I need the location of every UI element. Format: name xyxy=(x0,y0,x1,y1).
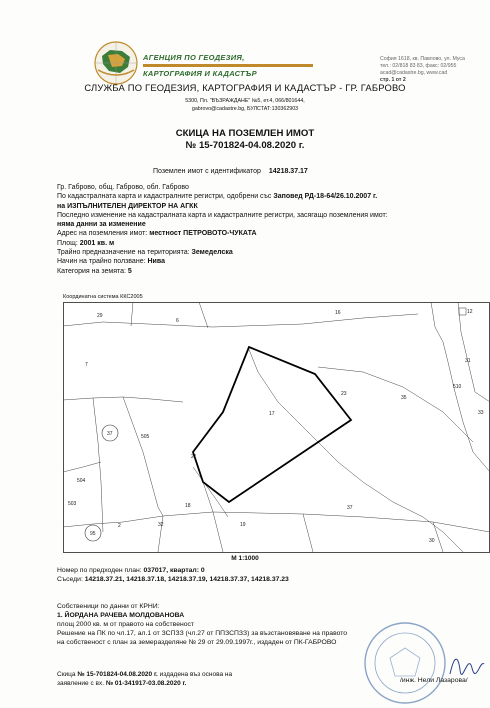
basis-order: Заповед РД-18-64/26.10.2007 г. xyxy=(273,193,378,201)
last-change-value: няма данни за изменение xyxy=(57,221,146,229)
map-label-21: 21 xyxy=(191,454,197,460)
category-row xyxy=(57,267,477,276)
map-label-6: 6 xyxy=(176,318,179,324)
identifier-label: Поземлен имот с идентификатор xyxy=(153,168,261,175)
footer-line1 xyxy=(57,670,357,679)
plan-value: 037017, квартал: 0 xyxy=(143,567,205,574)
plan-row xyxy=(57,566,289,575)
map-label-31: 31 xyxy=(465,358,471,364)
agency-name xyxy=(143,52,323,79)
map-label-17: 17 xyxy=(269,411,275,417)
category-label: Категория на земята: xyxy=(57,267,126,275)
map-scale: М 1:1000 xyxy=(231,555,259,562)
use-value: Нива xyxy=(147,258,165,266)
map-label-7: 7 xyxy=(85,362,88,368)
map-label-510: 510 xyxy=(453,384,462,390)
email-line: gabrovo@cadastre.bg, БУЛСТАТ:130362903 xyxy=(191,106,299,112)
map-label-95: 95 xyxy=(90,531,96,537)
map-label-37: 37 xyxy=(107,431,113,437)
map-label-23: 23 xyxy=(341,391,347,397)
address-label: Адрес на поземления имот: xyxy=(57,230,148,238)
map-label-12: 12 xyxy=(467,309,473,315)
last-change-label: Последно изменение на кадастралната карта и кадастралните регистри, засягащо поземления имот: xyxy=(57,211,388,219)
use-label: Начин на трайно ползване: xyxy=(57,258,146,266)
map-label-19: 19 xyxy=(240,522,246,528)
area-label: Площ: xyxy=(57,239,78,247)
basis-issuer: на ИЗПЪЛНИТЕЛЕН ДИРЕКТОР НА АГКК xyxy=(57,202,198,210)
identifier-value: 14218.37.17 xyxy=(268,168,308,175)
neighbors-value: 14218.37.21, 14218.37.18, 14218.37.19, 14218.37.37, 14218.37.23 xyxy=(84,576,289,583)
contact-line: тел.: 02/818 83 83, факс: 02/955 xyxy=(380,63,457,69)
area-value: 2001 кв. м xyxy=(79,239,115,247)
address-value: местност ПЕТРОВОТО-ЧУКАТА xyxy=(149,230,257,238)
area-row xyxy=(57,239,477,248)
title-line1: СКИЦА НА ПОЗЕМЛЕН ИМОТ xyxy=(175,128,315,139)
address-line: 5300, Пл. "ВЪЗРАЖДАНЕ" №5, ет.4, 066/801644, xyxy=(185,98,305,104)
map-label-37-south: 37 xyxy=(347,505,353,511)
map-label-505: 505 xyxy=(141,434,150,440)
owner-decision-line1: Решение на ПК по чл.17, ал.1 от ЗСПЗЗ (чл.27 от ППЗСПЗЗ) за възстановяване на правото xyxy=(57,630,348,637)
title-line2: № 15-701824-04.08.2020 г. xyxy=(185,140,305,151)
footer-line2 xyxy=(57,679,357,688)
map-label-16: 16 xyxy=(335,310,341,316)
map-frame xyxy=(64,303,490,553)
map-label-504: 504 xyxy=(77,478,86,484)
purpose-value: Земеделска xyxy=(191,249,233,257)
coordinate-system: Координатна система ККС2005 xyxy=(63,294,143,300)
footer-line2-prefix: заявление с вх. xyxy=(57,680,105,687)
map-label-35: 35 xyxy=(401,395,407,401)
map-label-503: 503 xyxy=(68,501,77,507)
property-info xyxy=(57,183,477,276)
contact-line: София 1618, кв. Павлово, ул. Муса xyxy=(380,56,465,62)
agency-name-line1: АГЕНЦИЯ ПО ГЕОДЕЗИЯ, xyxy=(143,53,245,62)
footer-line2-number: № 01-341917-03.08.2020 г. xyxy=(105,680,187,687)
purpose-row xyxy=(57,248,477,257)
service-address xyxy=(0,97,490,113)
service-title: СЛУЖБА ПО ГЕОДЕЗИЯ, КАРТОГРАФИЯ И КАДАСТЪР - ГР. ГАБРОВО xyxy=(84,82,406,93)
category-value: 5 xyxy=(127,267,132,275)
agency-logo xyxy=(92,40,140,86)
footer-line1-suffix: издадена въз основа на xyxy=(159,671,233,678)
map-label-30: 30 xyxy=(429,538,435,544)
basis-prefix: По кадастралната карта и кадастралните регистри, одобрени със xyxy=(57,193,272,201)
official-stamp xyxy=(360,618,450,708)
purpose-label: Трайно предназначение на територията: xyxy=(57,249,190,257)
owners-heading: Собственици по данни от КРНИ: xyxy=(57,603,160,610)
map-label-29: 29 xyxy=(97,313,103,319)
document-footer xyxy=(57,670,357,688)
page-indicator: стр. 1 от 2 xyxy=(380,77,406,83)
location: Гр. Габрово, общ. Габрово, обл. Габрово xyxy=(57,184,189,191)
address-row xyxy=(57,229,477,238)
identifier-row xyxy=(153,168,308,175)
neighbors-block xyxy=(57,566,289,584)
neighbors-label: Съседи: xyxy=(57,576,83,583)
document-title xyxy=(0,128,490,152)
agency-contact xyxy=(380,56,490,84)
owner-name: 1. ЙОРДАНА РАЧЕВА МОЛДОВАНОВА xyxy=(57,612,185,619)
owner-decision-line2: на собственост с план за земеразделяне № 29 от 29.09.1997г., издаден от ПК-ГАБРОВО xyxy=(57,639,337,646)
neighbors-row xyxy=(57,575,289,584)
signature-mark xyxy=(446,650,486,680)
footer-line1-prefix: Скица xyxy=(57,671,76,678)
agency-divider xyxy=(143,64,313,67)
owner-share: площ 2000 кв. м от правото на собственост xyxy=(57,621,195,628)
map-label-2: 2 xyxy=(118,523,121,529)
map-label-32: 32 xyxy=(158,522,164,528)
contact-line: acad@cadastre.bg, www.cad xyxy=(380,70,448,76)
plan-label: Номер по предходен план: xyxy=(57,567,142,574)
footer-line1-number: № 15-701824-04.08.2020 г. xyxy=(77,671,158,678)
agency-name-line2: КАРТОГРАФИЯ И КАДАСТЪР xyxy=(143,69,257,78)
use-row xyxy=(57,257,477,266)
map-label-33: 33 xyxy=(478,410,484,416)
signatory-name: /инж. Нели Лазарова/ xyxy=(400,677,468,684)
cadastral-map xyxy=(63,302,490,553)
basis-row xyxy=(57,192,477,201)
map-label-18: 18 xyxy=(185,503,191,509)
